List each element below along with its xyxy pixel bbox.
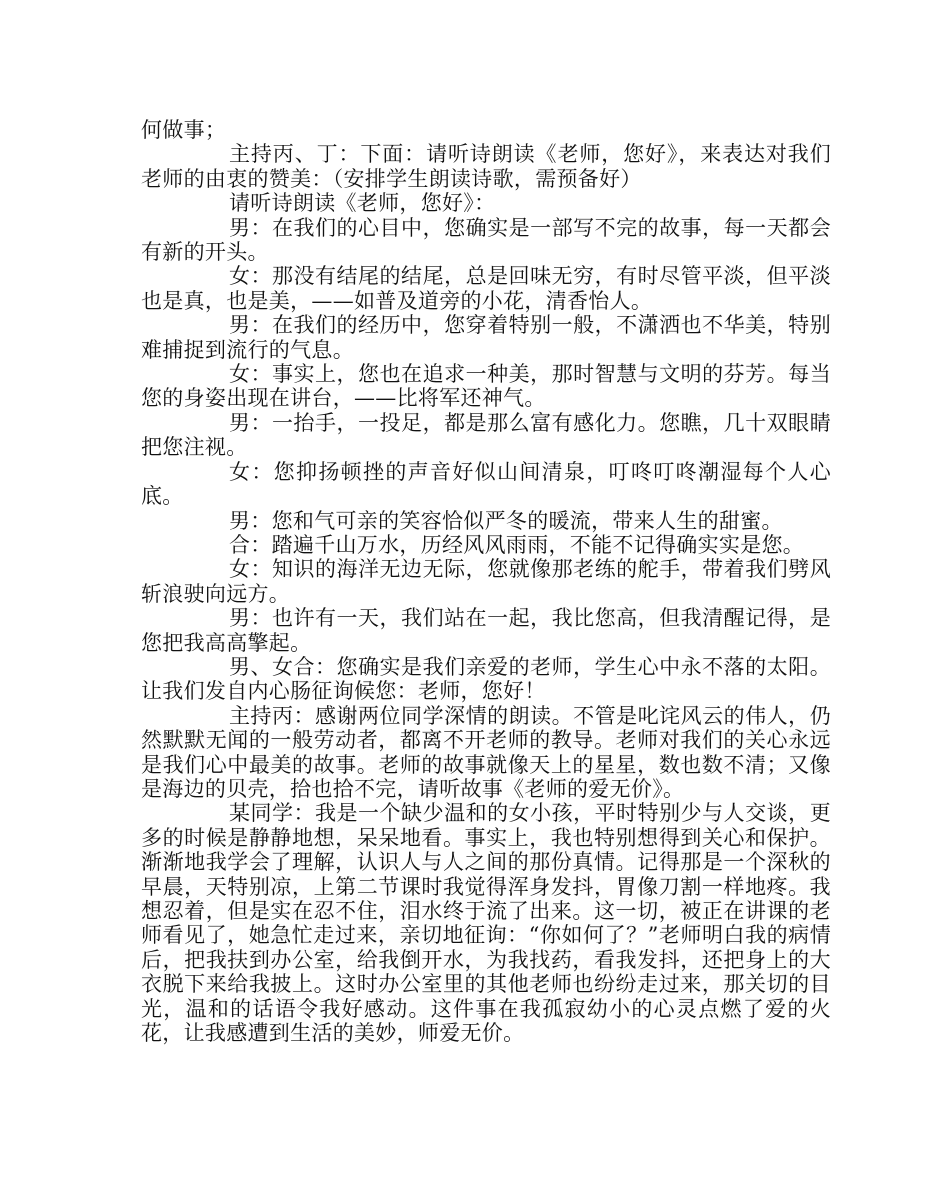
paragraph: 男、女合：您确实是我们亲爱的老师，学生心中永不落的太阳。让我们发自内心肠征询候您：老师，您好！ (141, 654, 831, 704)
paragraph: 男：也许有一天，我们站在一起，我比您高，但我清醒记得，是您把我高高擎起。 (141, 606, 831, 655)
paragraph: 何做事； (141, 118, 227, 142)
paragraph: 男：您和气可亲的笑容恰似严冬的暖流，带来人生的甜蜜。 (229, 508, 783, 533)
paragraph: 请听诗朗读《老师，您好》： (229, 191, 496, 216)
paragraph: 男：一抬手，一投足，都是那么富有感化力。您瞧，几十双眼睛把您注视。 (141, 410, 831, 460)
paragraph: 女：那没有结尾的结尾，总是回味无穷，有时尽管平淡，但平淡也是真，也是美，——如普及道旁的小花，清香怡人。 (141, 264, 831, 313)
paragraph: 男：在我们的经历中，您穿着特别一般，不潇洒也不华美，特别难捕捉到流行的气息。 (141, 313, 831, 362)
paragraph: 女：您抑扬顿挫的声音好似山间清泉，叮咚叮咚潮湿每个人心底。 (141, 459, 831, 509)
paragraph: 女：知识的海洋无边无际，您就像那老练的舵手，带着我们劈风斩浪驶向远方。 (141, 557, 831, 606)
paragraph: 女：事实上，您也在追求一种美，那时智慧与文明的芬芳。每当您的身姿出现在讲台，——比将军还神气。 (141, 362, 831, 411)
document-body (141, 118, 831, 1045)
paragraph: 合：踏遍千山万水，历经风风雨雨，不能不记得确实实是您。 (229, 532, 805, 557)
paragraph: 某同学：我是一个缺少温和的女小孩，平时特别少与人交谈，更多的时候是静静地想，呆呆地看。事实上，我也特别想得到关心和保护。渐渐地我学会了理解，认识人与人之间的那份真情。记得那是一个深秋的早晨，天特别凉，上第二节课时我觉得浑身发抖，胃像刀割一样地疼。我想忍着，但是实在忍不住，泪水终于流了出来。这一切，被正在讲课的老师看见了，她急忙走过来，亲切地征询：“你如何了？”老师明白我的病情后，把我扶到办公室，给我倒开水，为我找药，看我发抖，还把身上的大衣脱下来给我披上。这时办公室里的其他老师也纷纷走过来，那关切的目光，温和的话语令我好感动。这件事在我孤寂幼小的心灵点燃了爱的火花，让我感遭到生活的美妙，师爱无价。 (141, 801, 831, 1046)
paragraph: 主持丙：感谢两位同学深情的朗读。不管是叱诧风云的伟人，仍然默默无闻的一般劳动者，都离不开老师的教导。老师对我们的关心永远是我们心中最美的故事。老师的故事就像天上的星星，数也数不清；又像是海边的贝壳，拾也拾不完，请听故事《老师的爱无价》。 (141, 703, 831, 801)
paragraph: 主持丙、丁：下面：请听诗朗读《老师，您好》，来表达对我们老师的由衷的赞美：（安排学生朗读诗歌，需预备好） (141, 142, 831, 191)
paragraph: 男：在我们的心目中，您确实是一部写不完的故事，每一天都会有新的开头。 (141, 215, 831, 265)
